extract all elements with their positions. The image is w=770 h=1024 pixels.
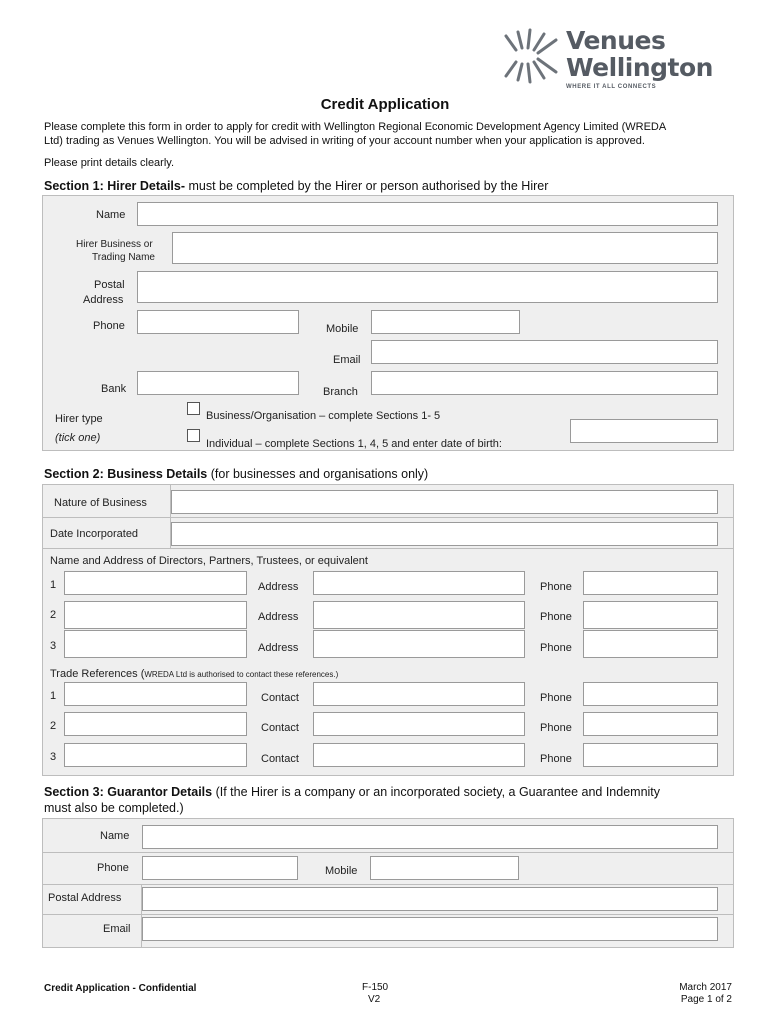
section3-heading-bold: Section 3: Guarantor Details [44,785,213,799]
director-2-name-input[interactable] [64,601,247,629]
logo-tagline: WHERE IT ALL CONNECTS [566,84,657,90]
business-checkbox[interactable] [187,402,200,415]
nature-input[interactable] [171,490,718,514]
individual-checkbox[interactable] [187,429,200,442]
reference-1-phone-input[interactable] [583,682,718,706]
footer-date: March 2017 [679,982,732,993]
section2-divider-2 [42,548,734,549]
section3-heading-line2: must also be completed.) [44,801,184,815]
individual-option-label: Individual – complete Sections 1, 4, 5 and enter date of birth: [206,438,502,450]
logo-line2: Wellington [566,53,713,82]
reference-3-name-input[interactable] [64,743,247,767]
page-title: Credit Application [320,96,450,113]
section1-heading-bold: Section 1: Hirer Details- [44,179,186,193]
reference-1-number: 1 [50,690,57,702]
director-2-number: 2 [50,609,57,621]
postal-label-2: Address [83,294,124,306]
reference-3-number: 3 [50,751,57,763]
trade-refs-heading-main: Trade References ( [50,668,145,680]
director-3-phone-label: Phone [540,642,572,654]
trade-refs-note: WREDA Ltd is authorised to contact these references.) [144,670,339,679]
trade-refs-heading [50,668,338,680]
bank-input[interactable] [137,371,299,395]
mobile-label: Mobile [326,323,359,335]
director-3-number: 3 [50,640,57,652]
reference-3-phone-input[interactable] [583,743,718,767]
date-of-birth-input[interactable] [570,419,718,443]
hirer-type-label: Hirer type [55,413,103,425]
section2-heading-bold: Section 2: Business Details [44,467,208,481]
intro-line-1: Please complete this form in order to apply for credit with Wellington Regional Economic Development Agency Limited (WREDA [44,121,667,133]
reference-2-contact-label: Contact [261,722,299,734]
name-label: Name [96,209,126,221]
guarantor-name-input[interactable] [142,825,718,849]
section2-divider-1 [42,517,734,518]
reference-3-contact-input[interactable] [313,743,525,767]
reference-2-name-input[interactable] [64,712,247,736]
guarantor-email-input[interactable] [142,917,718,941]
section1-heading [44,179,548,193]
director-1-phone-input[interactable] [583,571,718,595]
branch-label: Branch [323,386,358,398]
business-label-1: Hirer Business or [76,239,153,250]
director-3-name-input[interactable] [64,630,247,658]
section3-divider-3 [42,914,734,915]
section3-heading-rest: (If the Hirer is a company or an incorporated society, a Guarantee and Indemnity [212,785,661,799]
nature-label: Nature of Business [54,497,147,509]
business-option-label: Business/Organisation – complete Sections 1- 5 [206,410,441,422]
section3-divider-2 [42,884,734,885]
footer-left: Credit Application - Confidential [44,983,197,994]
section3-divider-1 [42,852,734,853]
reference-2-phone-label: Phone [540,722,572,734]
director-1-number: 1 [50,579,57,591]
director-2-address-label: Address [258,611,299,623]
intro-line-3: Please print details clearly. [44,157,175,169]
section3-heading [44,785,660,799]
directors-heading: Name and Address of Directors, Partners, Trustees, or equivalent [50,555,368,567]
trading-name-input[interactable] [172,232,718,264]
incorporated-label: Date Incorporated [50,528,139,540]
section2-heading-rest: (for businesses and organisations only) [207,467,429,481]
director-2-phone-label: Phone [540,611,572,623]
guarantor-email-label: Email [103,923,131,935]
phone-label: Phone [93,320,125,332]
reference-2-contact-input[interactable] [313,712,525,736]
reference-1-contact-label: Contact [261,692,299,704]
director-1-address-input[interactable] [313,571,525,595]
section1-heading-rest: must be completed by the Hirer or person authorised by the Hirer [185,179,549,193]
phone-input[interactable] [137,310,299,334]
section2-heading [44,467,428,481]
director-1-address-label: Address [258,581,299,593]
director-2-address-input[interactable] [313,601,525,629]
logo-mark-icon [500,28,562,84]
director-2-phone-input[interactable] [583,601,718,629]
logo [500,26,730,94]
logo-line1: Venues [566,26,666,55]
email-label: Email [333,354,361,366]
guarantor-mobile-label: Mobile [325,865,358,877]
director-3-address-label: Address [258,642,299,654]
guarantor-postal-input[interactable] [142,887,718,911]
business-label-2: Trading Name [92,252,155,263]
director-1-phone-label: Phone [540,581,572,593]
reference-1-contact-input[interactable] [313,682,525,706]
postal-address-input[interactable] [137,271,718,303]
guarantor-name-label: Name [100,830,130,842]
tick-one-label: (tick one) [55,432,101,444]
footer-page: Page 1 of 2 [680,994,732,1005]
bank-label: Bank [101,383,127,395]
email-input[interactable] [371,340,718,364]
reference-2-number: 2 [50,720,57,732]
footer-version: V2 [368,994,381,1005]
director-3-phone-input[interactable] [583,630,718,658]
guarantor-postal-label: Postal Address [48,892,122,904]
reference-2-phone-input[interactable] [583,712,718,736]
director-3-address-input[interactable] [313,630,525,658]
reference-1-phone-label: Phone [540,692,572,704]
reference-3-contact-label: Contact [261,753,299,765]
incorporated-input[interactable] [171,522,718,546]
guarantor-phone-label: Phone [97,862,129,874]
branch-input[interactable] [371,371,718,395]
guarantor-mobile-input[interactable] [370,856,519,880]
name-input[interactable] [137,202,718,226]
mobile-input[interactable] [371,310,520,334]
reference-1-name-input[interactable] [64,682,247,706]
guarantor-phone-input[interactable] [142,856,298,880]
director-1-name-input[interactable] [64,571,247,595]
reference-3-phone-label: Phone [540,753,572,765]
intro-line-2: Ltd) trading as Venues Wellington. You will be advised in writing of your account number when your application is approved. [44,135,645,147]
postal-label-1: Postal [94,279,125,291]
footer-form-number: F-150 [362,982,389,993]
